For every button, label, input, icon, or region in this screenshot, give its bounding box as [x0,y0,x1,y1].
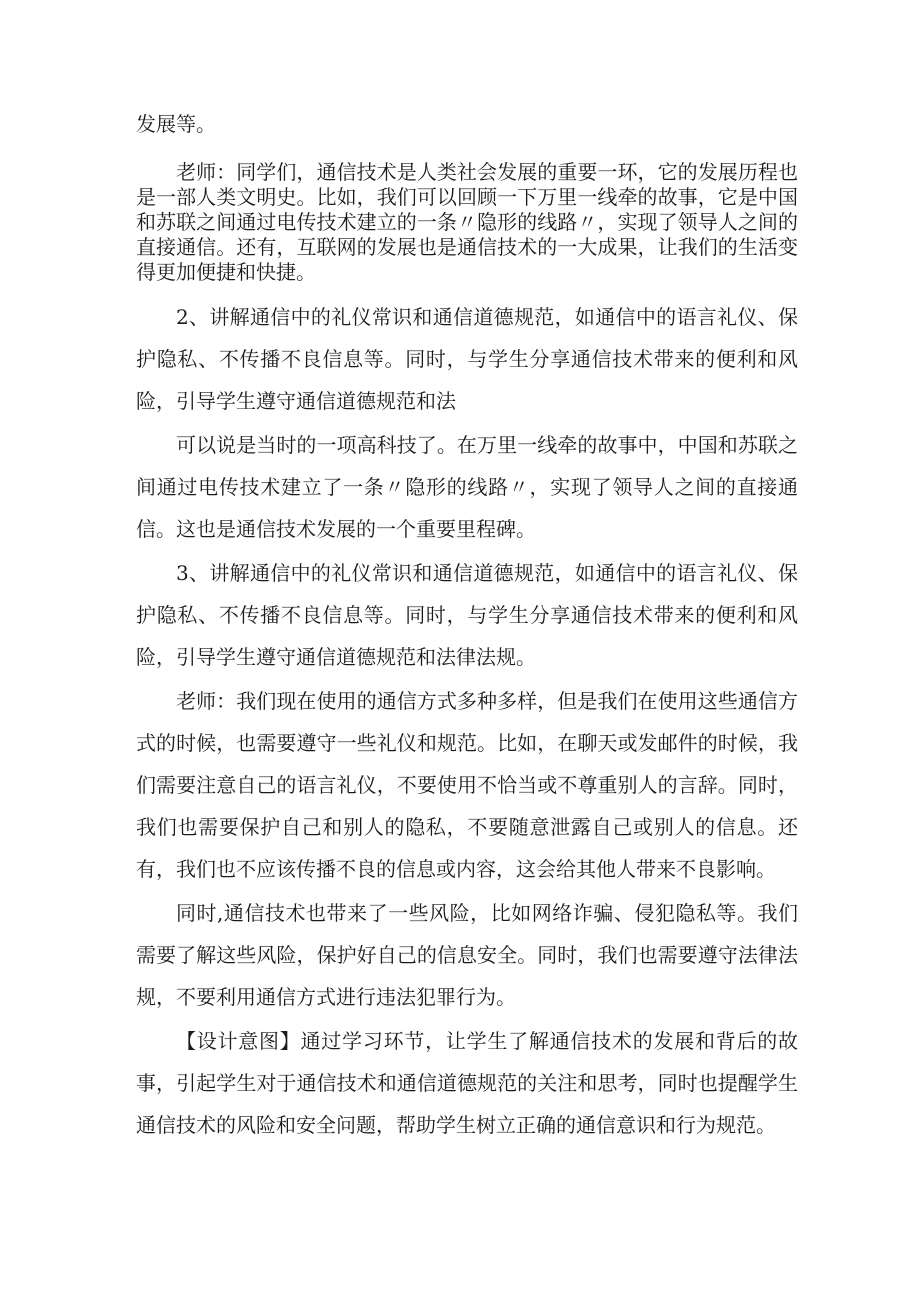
paragraph-point-3: 3、讲解通信中的礼仪常识和通信道德规范，如通信中的语言礼仪、保护隐私、不传播不良信息等。同时，与学生分享通信技术带来的便利和风险，引导学生遵守通信道德规范和法律法规。 [136,561,798,669]
document-page [136,0,798,1301]
paragraph-design-intent: 【设计意图】通过学习环节，让学生了解通信技术的发展和背后的故事，引起学生对于通信技术和通信道德规范的关注和思考，同时也提醒学生通信技术的风险和安全问题，帮助学生树立正确的通信意识和行为规范。 [136,1029,798,1137]
paragraph-point-2: 2、讲解通信中的礼仪常识和通信道德规范，如通信中的语言礼仪、保护隐私、不传播不良信息等。同时，与学生分享通信技术带来的便利和风险，引导学生遵守通信道德规范和法 [136,305,798,413]
paragraph-teacher-history: 老师：同学们，通信技术是人类社会发展的重要一环，它的发展历程也是一部人类文明史。比如，我们可以回顾一下万里一线牵的故事，它是中国和苏联之间通过电传技术建立的一条〃隐形的线路〃，实现了领导人之间的直接通信。还有，互联网的发展也是通信技术的一大成果，让我们的生活变得更加便捷和快捷。 [136,160,798,284]
paragraph-risks: 同时,通信技术也带来了一些风险，比如网络诈骗、侵犯隐私等。我们需要了解这些风险，保护好自己的信息安全。同时，我们也需要遵守法律法规，不要利用通信方式进行违法犯罪行为。 [136,901,798,1009]
paragraph-continuation: 发展等。 [136,112,216,136]
paragraph-high-tech: 可以说是当时的一项高科技了。在万里一线牵的故事中，中国和苏联之间通过电传技术建立了一条〃隐形的线路〃，实现了领导人之间的直接通信。这也是通信技术发展的一个重要里程碑。 [136,433,798,541]
paragraph-teacher-etiquette: 老师：我们现在使用的通信方式多种多样，但是我们在使用这些通信方式的时候，也需要遵守一些礼仪和规范。比如，在聊天或发邮件的时候，我们需要注意自己的语言礼仪，不要使用不恰当或不尊重别人的言辞。同时，我们也需要保护自己和别人的隐私，不要随意泄露自己或别人的信息。还有，我们也不应该传播不良的信息或内容，这会给其他人带来不良影响。 [136,689,798,881]
